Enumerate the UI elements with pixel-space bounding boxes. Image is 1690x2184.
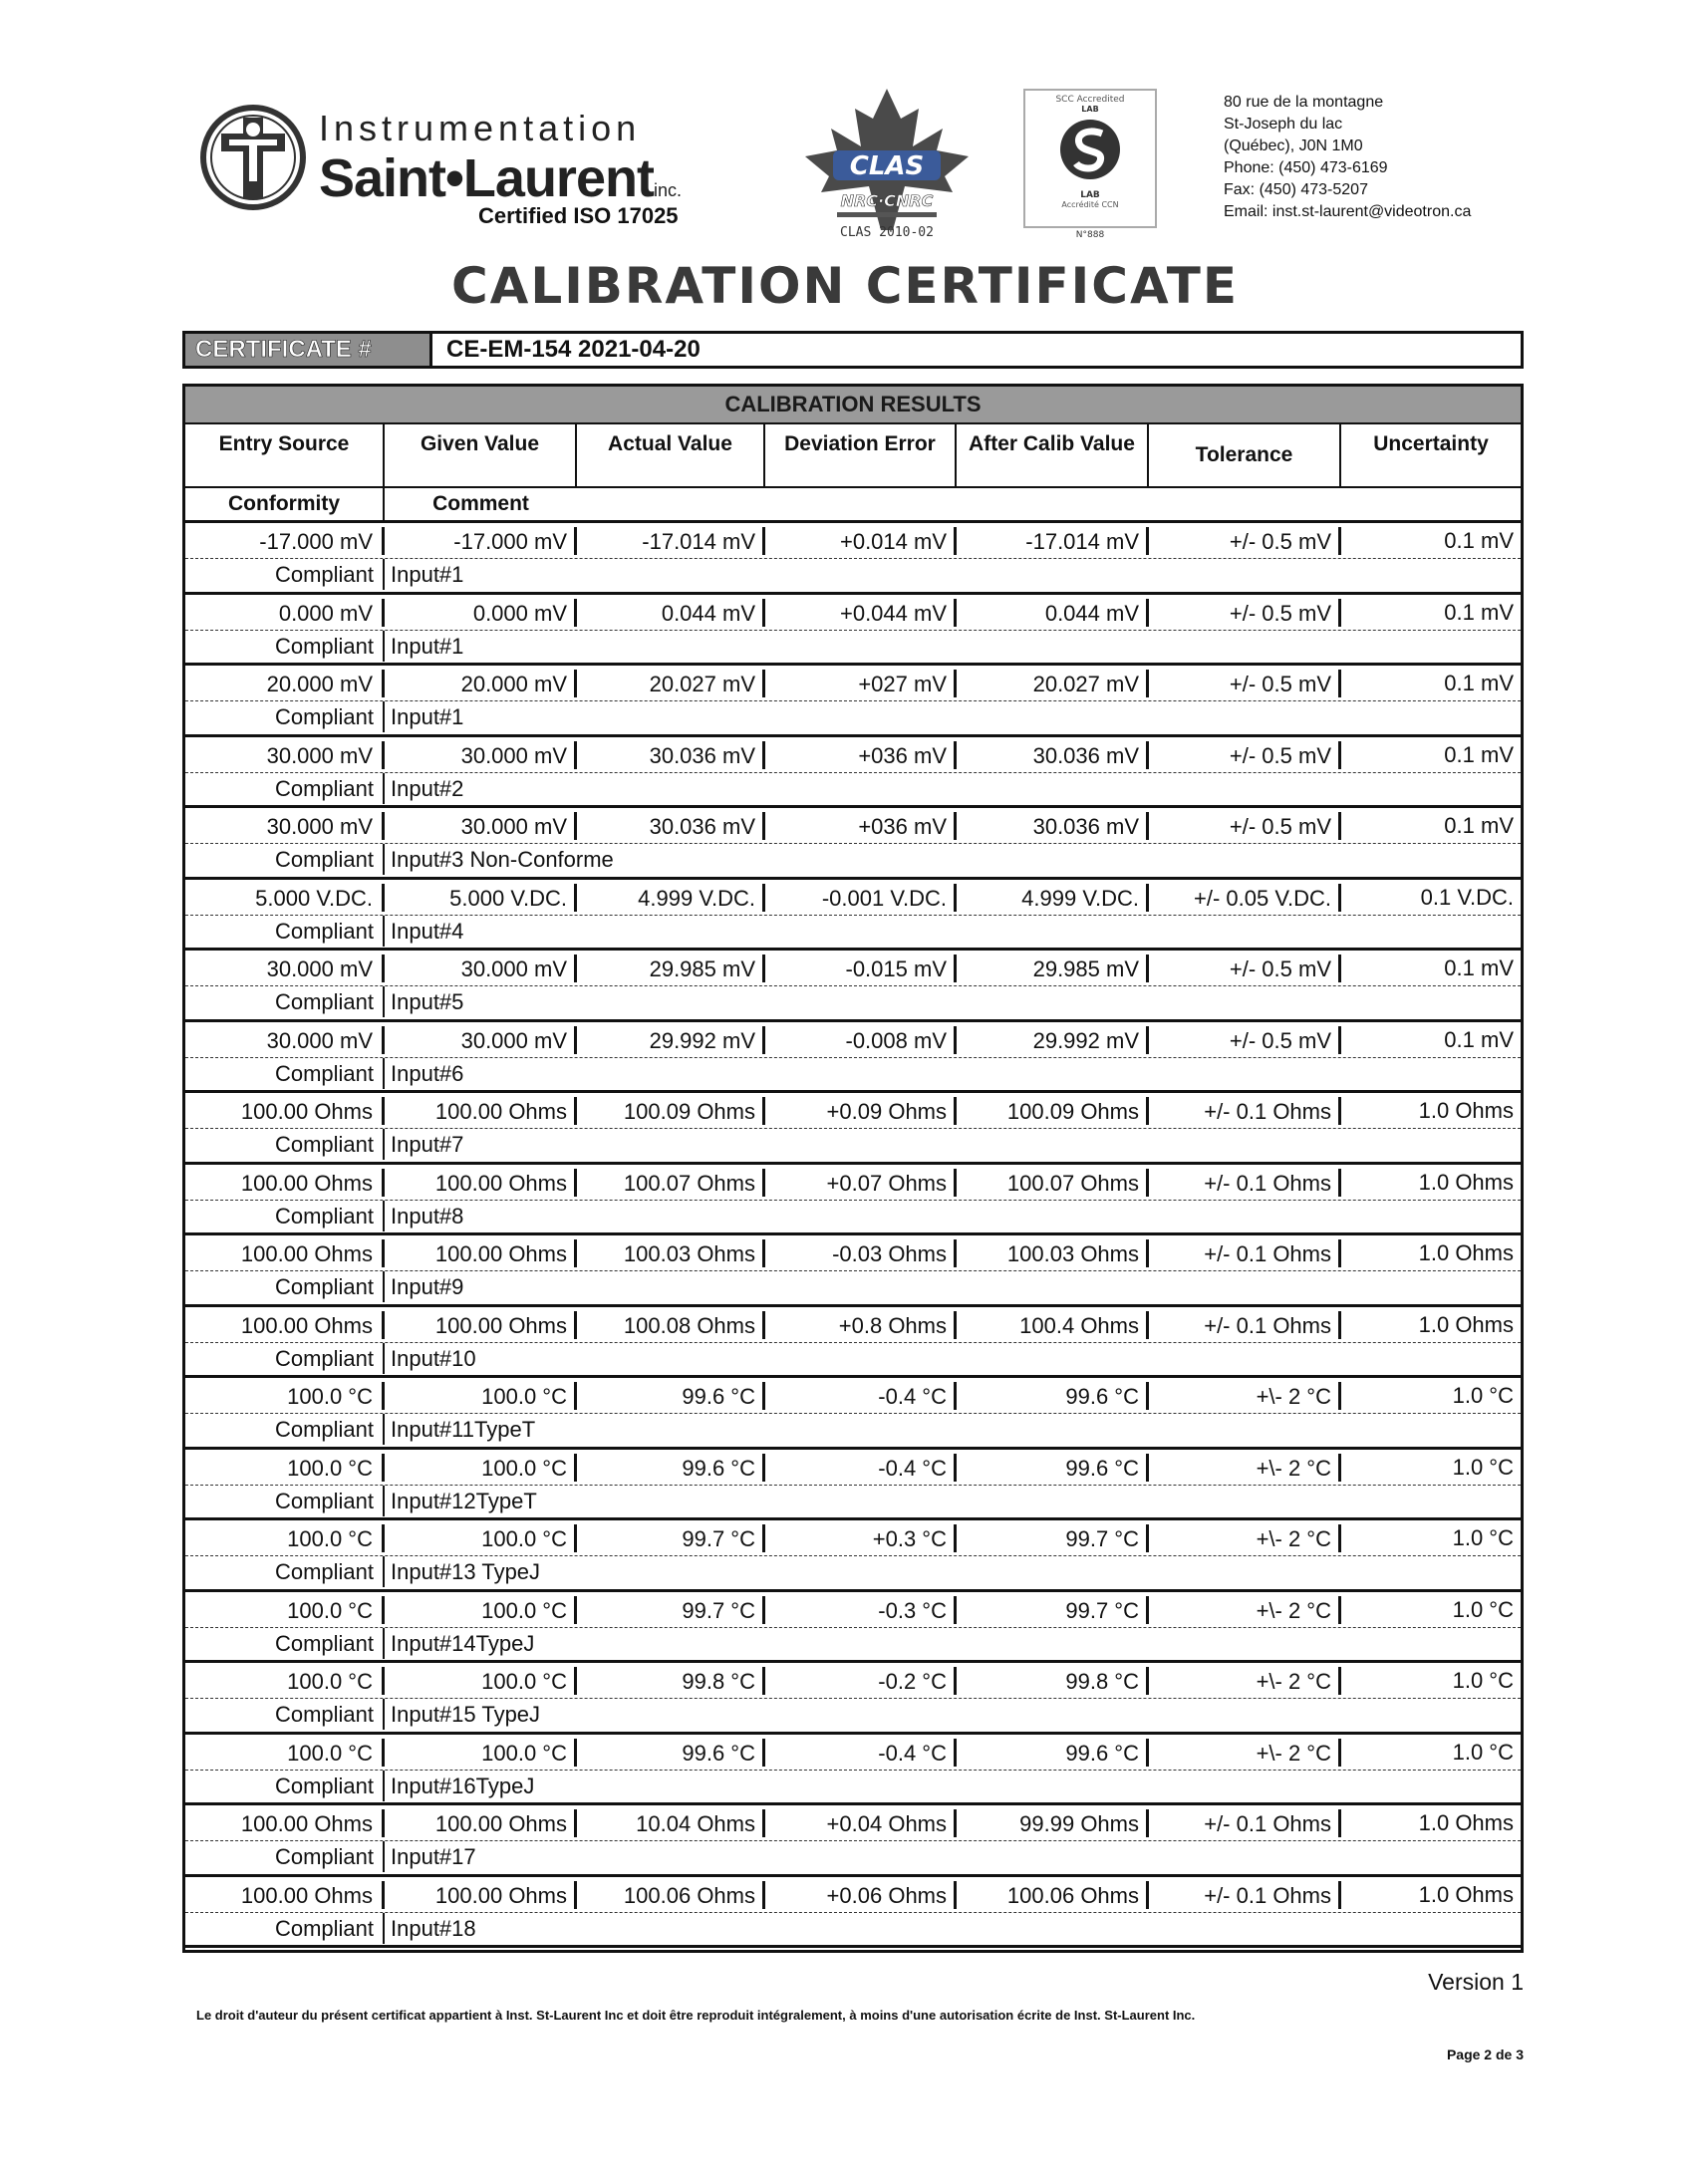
header-actual-value: Actual Value (577, 424, 765, 486)
scc-accreditation-icon (1016, 88, 1171, 242)
document-title: CALIBRATION CERTIFICATE (450, 257, 1240, 315)
conformity-cell: Compliant (185, 631, 385, 662)
entry-source-cell: 20.000 mV (185, 670, 385, 697)
entry-source-cell: 100.00 Ohms (185, 1097, 385, 1125)
measurement-line (185, 1663, 1521, 1699)
tolerance-cell: +/- 0.5 mV (1149, 955, 1341, 982)
email-line: Email: inst.st-laurent@videotron.ca (1224, 203, 1472, 220)
actual-value-cell: 99.7 °C (577, 1596, 765, 1624)
conformity-line (185, 1414, 1521, 1445)
company-address (1224, 92, 1471, 223)
actual-value-cell: 0.044 mV (577, 599, 765, 627)
table-row (185, 1520, 1521, 1592)
entry-source-cell: 100.00 Ohms (185, 1239, 385, 1267)
table-row (185, 1235, 1521, 1307)
actual-value-cell: 20.027 mV (577, 670, 765, 697)
after-calib-value-cell: 99.99 Ohms (957, 1809, 1149, 1837)
conformity-line (185, 1201, 1521, 1231)
actual-value-cell: 100.08 Ohms (577, 1311, 765, 1339)
uncertainty-cell: 1.0 Ohms (1418, 1098, 1514, 1123)
deviation-error-cell: -0.001 V.DC. (765, 884, 957, 912)
conformity-line (185, 559, 1521, 590)
deviation-error-cell: +0.06 Ohms (765, 1881, 957, 1909)
deviation-error-cell: -0.2 °C (765, 1667, 957, 1695)
conformity-line (185, 773, 1521, 804)
table-row (185, 666, 1521, 737)
header-tolerance: Tolerance (1149, 424, 1341, 486)
actual-value-cell: 100.09 Ohms (577, 1097, 765, 1125)
actual-value-cell: 30.036 mV (577, 741, 765, 769)
after-calib-value-cell: 30.036 mV (957, 741, 1149, 769)
entry-source-cell: 100.0 °C (185, 1454, 385, 1482)
uncertainty-cell: 0.1 mV (1444, 956, 1514, 980)
uncertainty-cell: 1.0 Ohms (1418, 1881, 1514, 1907)
uncertainty-cell: 0.1 V.DC. (1420, 884, 1514, 910)
header-conformity: Conformity (185, 488, 385, 520)
conformity-line (185, 1699, 1521, 1730)
results-rows (185, 523, 1521, 1948)
after-calib-value-cell: 30.036 mV (957, 812, 1149, 840)
conformity-line (185, 1486, 1521, 1516)
logo-name: Saint•Laurent (319, 148, 654, 208)
measurement-line (185, 1877, 1521, 1913)
given-value-cell: 100.00 Ohms (385, 1169, 577, 1197)
conformity-line (185, 1841, 1521, 1872)
scc-top: SCC Accredited (1055, 95, 1125, 105)
deviation-error-cell: +036 mV (765, 812, 957, 840)
given-value-cell: 0.000 mV (385, 599, 577, 627)
header-comment: Comment (432, 492, 529, 515)
given-value-cell: 30.000 mV (385, 1026, 577, 1054)
deviation-error-cell: +0.07 Ohms (765, 1169, 957, 1197)
header-uncertainty: Uncertainty (1373, 432, 1489, 455)
uncertainty-cell: 0.1 mV (1444, 528, 1514, 553)
comment-cell: Input#13 TypeJ (391, 1559, 541, 1584)
conformity-line (185, 916, 1521, 947)
tolerance-cell: +\- 2 °C (1149, 1739, 1341, 1767)
measurement-line (185, 1450, 1521, 1486)
uncertainty-cell: 0.1 mV (1444, 741, 1514, 767)
table-row (185, 951, 1521, 1022)
table-row (185, 1307, 1521, 1379)
tolerance-cell: +\- 2 °C (1149, 1596, 1341, 1624)
comment-cell: Input#1 (391, 633, 464, 659)
uncertainty-cell: 1.0 °C (1452, 1525, 1514, 1550)
given-value-cell: 100.00 Ohms (385, 1809, 577, 1837)
maple-leaf-icon (797, 85, 977, 249)
header-given-value: Given Value (385, 424, 577, 486)
comment-cell: Input#16TypeJ (391, 1773, 535, 1798)
deviation-error-cell: +0.014 mV (765, 527, 957, 555)
table-row (185, 1093, 1521, 1165)
comment-cell: Input#12TypeT (391, 1488, 537, 1513)
deviation-error-cell: -0.3 °C (765, 1596, 957, 1624)
uncertainty-cell: 1.0 Ohms (1418, 1311, 1514, 1337)
deviation-error-cell: -0.015 mV (765, 955, 957, 982)
deviation-error-cell: +027 mV (765, 670, 957, 697)
conformity-cell: Compliant (185, 1271, 385, 1302)
after-calib-value-cell: 4.999 V.DC. (957, 884, 1149, 912)
conformity-cell: Compliant (185, 701, 385, 732)
after-calib-value-cell: 20.027 mV (957, 670, 1149, 697)
deviation-error-cell: +0.09 Ohms (765, 1097, 957, 1125)
entry-source-cell: 30.000 mV (185, 955, 385, 982)
table-header-row (185, 424, 1521, 488)
address-line: 80 rue de la montagne (1224, 94, 1384, 111)
entry-source-cell: 100.0 °C (185, 1524, 385, 1552)
comment-cell: Input#8 (391, 1203, 464, 1228)
address-line: St-Joseph du lac (1224, 116, 1343, 133)
conformity-cell: Compliant (185, 1913, 385, 1944)
given-value-cell: 30.000 mV (385, 812, 577, 840)
given-value-cell: 100.00 Ohms (385, 1311, 577, 1339)
conformity-cell: Compliant (185, 773, 385, 804)
tolerance-cell: +/- 0.1 Ohms (1149, 1809, 1341, 1837)
table-row (185, 1877, 1521, 1949)
scc-bottom: LAB (1080, 190, 1100, 200)
measurement-line (185, 523, 1521, 559)
entry-source-cell: 100.00 Ohms (185, 1169, 385, 1197)
given-value-cell: -17.000 mV (385, 527, 577, 555)
after-calib-value-cell: 99.6 °C (957, 1739, 1149, 1767)
tolerance-cell: +/- 0.1 Ohms (1149, 1311, 1341, 1339)
clas-sub: NRC·CNRC (840, 191, 934, 210)
measurement-line (185, 880, 1521, 916)
clas-text: CLAS (849, 151, 925, 181)
tolerance-cell: +\- 2 °C (1149, 1524, 1341, 1552)
actual-value-cell: 29.985 mV (577, 955, 765, 982)
tolerance-cell: +/- 0.5 mV (1149, 812, 1341, 840)
after-calib-value-cell: 99.6 °C (957, 1454, 1149, 1482)
table-row (185, 1022, 1521, 1094)
table-row (185, 1450, 1521, 1521)
actual-value-cell: 30.036 mV (577, 812, 765, 840)
deviation-error-cell: +0.3 °C (765, 1524, 957, 1552)
tolerance-cell: +/- 0.5 mV (1149, 1026, 1341, 1054)
conformity-cell: Compliant (185, 916, 385, 947)
after-calib-value-cell: 99.6 °C (957, 1382, 1149, 1410)
conformity-line (185, 844, 1521, 875)
entry-source-cell: 100.00 Ohms (185, 1881, 385, 1909)
uncertainty-cell: 1.0 °C (1452, 1668, 1514, 1693)
comment-cell: Input#4 (391, 918, 464, 944)
calibration-results-table (182, 384, 1524, 1953)
table-row (185, 1592, 1521, 1664)
given-value-cell: 100.00 Ohms (385, 1881, 577, 1909)
entry-source-cell: 30.000 mV (185, 1026, 385, 1054)
measurement-line (185, 1022, 1521, 1058)
actual-value-cell: 29.992 mV (577, 1026, 765, 1054)
entry-source-cell: -17.000 mV (185, 527, 385, 555)
deviation-error-cell: +0.04 Ohms (765, 1809, 957, 1837)
clas-logo (797, 85, 977, 249)
uncertainty-cell: 1.0 °C (1452, 1383, 1514, 1408)
entry-source-cell: 30.000 mV (185, 812, 385, 840)
actual-value-cell: 4.999 V.DC. (577, 884, 765, 912)
comment-cell: Input#15 TypeJ (391, 1702, 541, 1727)
entry-source-cell: 100.0 °C (185, 1667, 385, 1695)
after-calib-value-cell: 29.992 mV (957, 1026, 1149, 1054)
conformity-cell: Compliant (185, 1414, 385, 1445)
comment-cell: Input#1 (391, 562, 464, 587)
given-value-cell: 100.00 Ohms (385, 1239, 577, 1267)
entry-source-cell: 5.000 V.DC. (185, 884, 385, 912)
comment-cell: Input#17 (391, 1844, 476, 1869)
actual-value-cell: 99.6 °C (577, 1739, 765, 1767)
uncertainty-cell: 0.1 mV (1444, 1026, 1514, 1052)
certificate-number-row (182, 331, 1524, 369)
conformity-cell: Compliant (185, 1841, 385, 1872)
tolerance-cell: +\- 2 °C (1149, 1454, 1341, 1482)
conformity-line (185, 1556, 1521, 1587)
deviation-error-cell: -0.4 °C (765, 1382, 957, 1410)
table-row (185, 1663, 1521, 1735)
deviation-error-cell: +0.044 mV (765, 599, 957, 627)
actual-value-cell: -17.014 mV (577, 527, 765, 555)
conformity-cell: Compliant (185, 1556, 385, 1587)
conformity-cell: Compliant (185, 1699, 385, 1730)
actual-value-cell: 99.6 °C (577, 1382, 765, 1410)
comment-cell: Input#7 (391, 1132, 464, 1157)
table-row (185, 1735, 1521, 1806)
after-calib-value-cell: 100.07 Ohms (957, 1169, 1149, 1197)
given-value-cell: 30.000 mV (385, 955, 577, 982)
comment-cell: Input#10 (391, 1345, 476, 1371)
comment-cell: Input#6 (391, 1060, 464, 1086)
company-logo (199, 100, 717, 239)
measurement-line (185, 1165, 1521, 1201)
deviation-error-cell: -0.4 °C (765, 1454, 957, 1482)
given-value-cell: 100.0 °C (385, 1454, 577, 1482)
conformity-cell: Compliant (185, 844, 385, 875)
after-calib-value-cell: 100.06 Ohms (957, 1881, 1149, 1909)
uncertainty-cell: 0.1 mV (1444, 671, 1514, 695)
table-row (185, 1165, 1521, 1236)
actual-value-cell: 99.7 °C (577, 1524, 765, 1552)
measurement-line (185, 1592, 1521, 1628)
tolerance-cell: +/- 0.5 mV (1149, 741, 1341, 769)
conformity-cell: Compliant (185, 1201, 385, 1231)
iso-certification: Certified ISO 17025 (478, 203, 679, 228)
entry-source-cell: 100.0 °C (185, 1739, 385, 1767)
actual-value-cell: 100.03 Ohms (577, 1239, 765, 1267)
conformity-line (185, 1913, 1521, 1944)
measurement-line (185, 1520, 1521, 1556)
conformity-line (185, 1771, 1521, 1801)
comment-cell: Input#1 (391, 704, 464, 729)
uncertainty-cell: 1.0 Ohms (1418, 1240, 1514, 1265)
tolerance-cell: +/- 0.5 mV (1149, 527, 1341, 555)
scc-bottom2: Accrédité CCN (1061, 200, 1119, 209)
entry-source-cell: 100.00 Ohms (185, 1809, 385, 1837)
after-calib-value-cell: 99.7 °C (957, 1524, 1149, 1552)
comment-cell: Input#5 (391, 989, 464, 1014)
deviation-error-cell: +036 mV (765, 741, 957, 769)
uncertainty-cell: 1.0 Ohms (1418, 1810, 1514, 1835)
conformity-cell: Compliant (185, 986, 385, 1017)
tolerance-cell: +/- 0.1 Ohms (1149, 1239, 1341, 1267)
measurement-line (185, 1378, 1521, 1414)
measurement-line (185, 951, 1521, 986)
fax-line: Fax: (450) 473-5207 (1224, 181, 1368, 198)
scc-top2: LAB (1081, 105, 1099, 114)
scc-number: N°888 (1075, 230, 1105, 240)
after-calib-value-cell: 100.09 Ohms (957, 1097, 1149, 1125)
comment-cell: Input#9 (391, 1274, 464, 1299)
actual-value-cell: 99.8 °C (577, 1667, 765, 1695)
clas-code: CLAS 2010-02 (840, 225, 934, 240)
measurement-line (185, 1093, 1521, 1129)
cross-emblem-icon (199, 104, 307, 211)
conformity-line (185, 1129, 1521, 1160)
after-calib-value-cell: 99.7 °C (957, 1596, 1149, 1624)
conformity-line (185, 1343, 1521, 1374)
conformity-line (185, 701, 1521, 732)
table-subheader-row (185, 488, 1521, 523)
tolerance-cell: +/- 0.1 Ohms (1149, 1881, 1341, 1909)
entry-source-cell: 100.0 °C (185, 1382, 385, 1410)
deviation-error-cell: +0.8 Ohms (765, 1311, 957, 1339)
given-value-cell: 100.0 °C (385, 1382, 577, 1410)
after-calib-value-cell: 100.4 Ohms (957, 1311, 1149, 1339)
tolerance-cell: +/- 0.5 mV (1149, 599, 1341, 627)
table-row (185, 1378, 1521, 1450)
uncertainty-cell: 0.1 mV (1444, 813, 1514, 838)
conformity-line (185, 1628, 1521, 1659)
conformity-cell: Compliant (185, 1628, 385, 1659)
given-value-cell: 20.000 mV (385, 670, 577, 697)
actual-value-cell: 100.06 Ohms (577, 1881, 765, 1909)
measurement-line (185, 1735, 1521, 1771)
conformity-cell: Compliant (185, 1771, 385, 1801)
conformity-line (185, 986, 1521, 1017)
header-entry-source: Entry Source (185, 424, 385, 486)
uncertainty-cell: 1.0 °C (1452, 1454, 1514, 1480)
given-value-cell: 100.0 °C (385, 1739, 577, 1767)
comment-cell: Input#3 Non-Conforme (391, 847, 614, 872)
certificate-value: CE-EM-154 2021-04-20 (446, 336, 701, 363)
uncertainty-cell: 1.0 °C (1452, 1596, 1514, 1622)
actual-value-cell: 10.04 Ohms (577, 1809, 765, 1837)
tolerance-cell: +/- 0.1 Ohms (1149, 1097, 1341, 1125)
given-value-cell: 100.00 Ohms (385, 1097, 577, 1125)
tolerance-cell: +\- 2 °C (1149, 1667, 1341, 1695)
address-line: (Québec), J0N 1M0 (1224, 137, 1363, 154)
after-calib-value-cell: -17.014 mV (957, 527, 1149, 555)
uncertainty-cell: 1.0 Ohms (1418, 1169, 1514, 1195)
entry-source-cell: 100.00 Ohms (185, 1311, 385, 1339)
header-deviation-error: Deviation Error (765, 424, 957, 486)
conformity-cell: Compliant (185, 1343, 385, 1374)
given-value-cell: 5.000 V.DC. (385, 884, 577, 912)
conformity-line (185, 1058, 1521, 1089)
table-row (185, 523, 1521, 595)
entry-source-cell: 30.000 mV (185, 741, 385, 769)
measurement-line (185, 1235, 1521, 1271)
logo-main-text (319, 147, 682, 209)
conformity-cell: Compliant (185, 559, 385, 590)
entry-source-cell: 0.000 mV (185, 599, 385, 627)
comment-cell: Input#2 (391, 775, 464, 801)
measurement-line (185, 808, 1521, 844)
scc-logo (1016, 88, 1171, 242)
table-row (185, 880, 1521, 952)
given-value-cell: 100.0 °C (385, 1596, 577, 1624)
measurement-line (185, 595, 1521, 631)
measurement-line (185, 737, 1521, 773)
comment-cell: Input#11TypeT (391, 1417, 536, 1442)
tolerance-cell: +\- 2 °C (1149, 1382, 1341, 1410)
logo-top-text: Instrumentation (319, 108, 642, 148)
table-row (185, 737, 1521, 809)
uncertainty-cell: 1.0 °C (1452, 1739, 1514, 1765)
page-number: Page 2 de 3 (1446, 2047, 1524, 2062)
measurement-line (185, 1307, 1521, 1343)
after-calib-value-cell: 99.8 °C (957, 1667, 1149, 1695)
conformity-line (185, 1271, 1521, 1302)
conformity-cell: Compliant (185, 1058, 385, 1089)
actual-value-cell: 100.07 Ohms (577, 1169, 765, 1197)
deviation-error-cell: -0.008 mV (765, 1026, 957, 1054)
tolerance-cell: +/- 0.5 mV (1149, 670, 1341, 697)
phone-line: Phone: (450) 473-6169 (1224, 159, 1388, 176)
conformity-line (185, 631, 1521, 662)
measurement-line (185, 666, 1521, 701)
measurement-line (185, 1805, 1521, 1841)
conformity-cell: Compliant (185, 1129, 385, 1160)
logo-inc: inc. (653, 180, 682, 200)
table-row (185, 595, 1521, 667)
version-label: Version 1 (1428, 1969, 1524, 1995)
tolerance-cell: +/- 0.05 V.DC. (1149, 884, 1341, 912)
copyright-notice: Le droit d'auteur du présent certificat appartient à Inst. St-Laurent Inc et doit être reproduit intégralement, à moins d'une autorisation écrite de Inst. St-Laurent Inc. (196, 2008, 1196, 2023)
deviation-error-cell: -0.4 °C (765, 1739, 957, 1767)
table-row (185, 808, 1521, 880)
given-value-cell: 30.000 mV (385, 741, 577, 769)
after-calib-value-cell: 29.985 mV (957, 955, 1149, 982)
given-value-cell: 100.0 °C (385, 1667, 577, 1695)
given-value-cell: 100.0 °C (385, 1524, 577, 1552)
entry-source-cell: 100.0 °C (185, 1596, 385, 1624)
results-title: CALIBRATION RESULTS (185, 387, 1521, 424)
after-calib-value-cell: 100.03 Ohms (957, 1239, 1149, 1267)
conformity-cell: Compliant (185, 1486, 385, 1516)
actual-value-cell: 99.6 °C (577, 1454, 765, 1482)
tolerance-cell: +/- 0.1 Ohms (1149, 1169, 1341, 1197)
comment-cell: Input#18 (391, 1915, 476, 1941)
comment-cell: Input#14TypeJ (391, 1630, 535, 1656)
deviation-error-cell: -0.03 Ohms (765, 1239, 957, 1267)
after-calib-value-cell: 0.044 mV (957, 599, 1149, 627)
header-after-calib-value: After Calib Value (957, 424, 1149, 486)
table-row (185, 1805, 1521, 1877)
certificate-label: CERTIFICATE # (185, 334, 432, 366)
uncertainty-cell: 0.1 mV (1444, 599, 1514, 625)
